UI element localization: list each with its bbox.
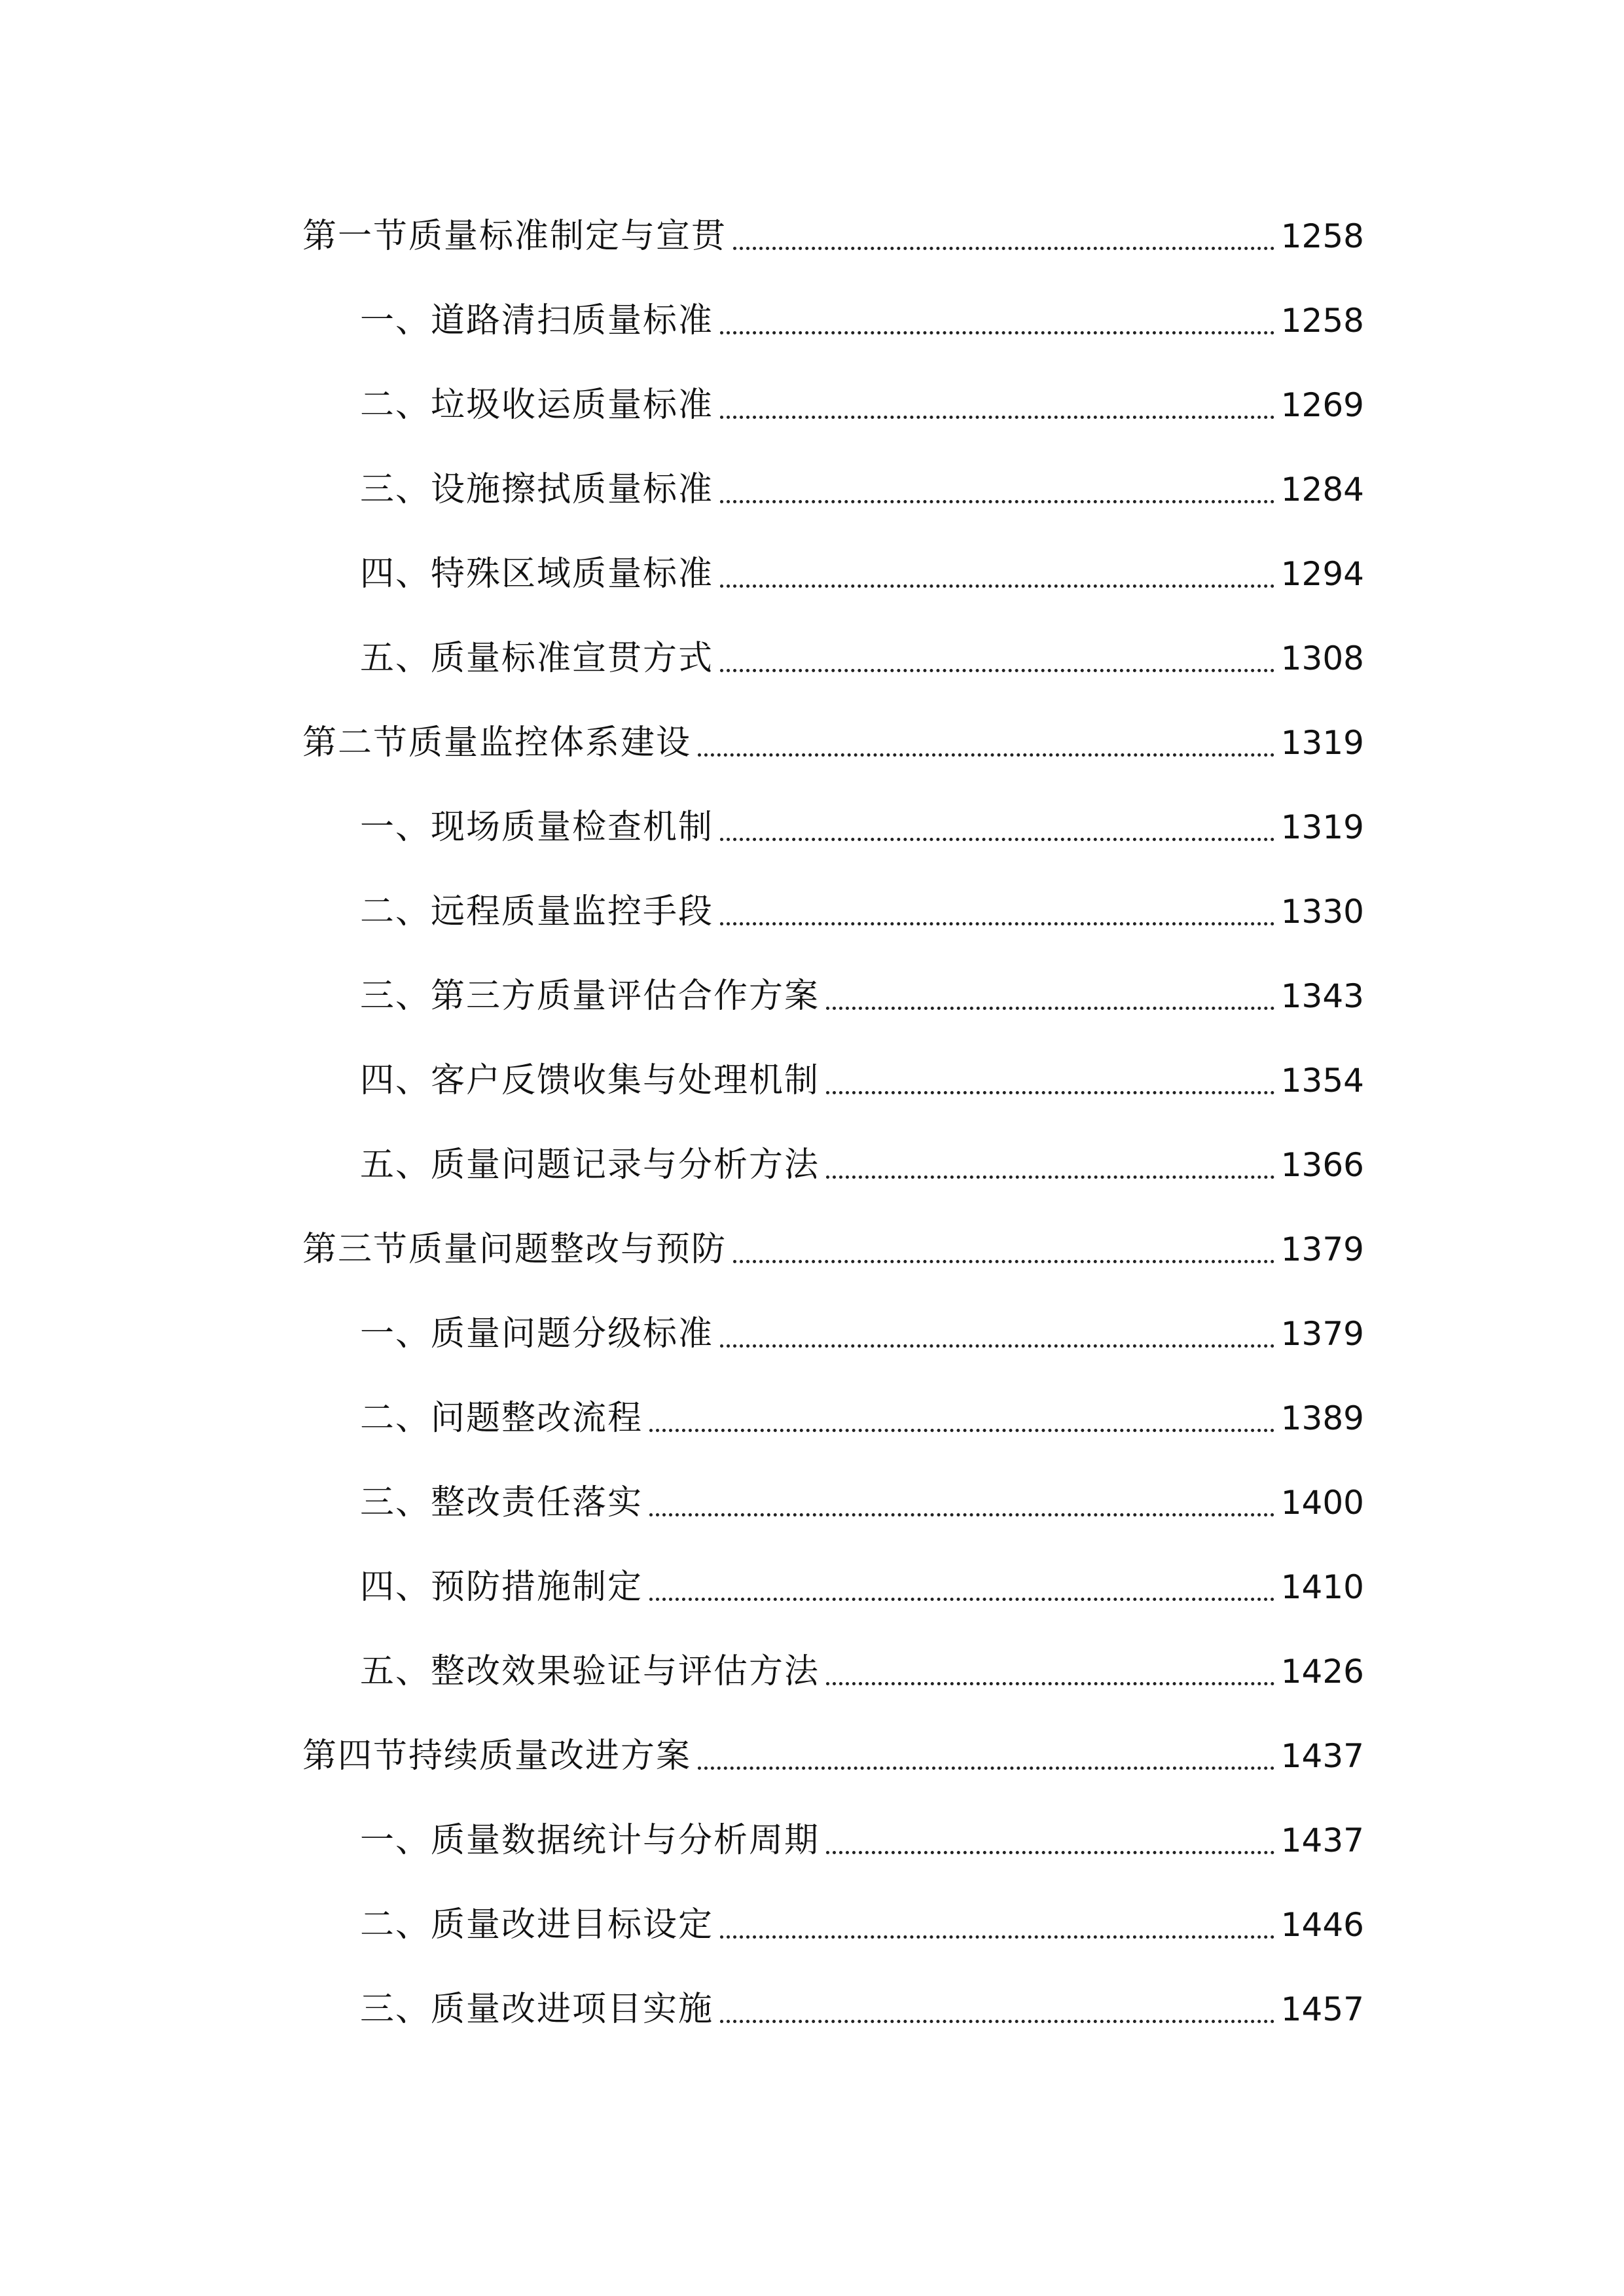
dot-leader [720,1344,1274,1348]
dot-leader [720,500,1274,503]
toc-entry-title: 三、设施擦拭质量标准 [360,470,714,509]
dot-leader [733,247,1274,250]
toc-entry-title: 四、预防措施制定 [360,1568,643,1607]
toc-entry[interactable] [360,1897,1364,1953]
dot-leader [720,838,1274,841]
toc-entry-title: 二、问题整改流程 [360,1399,643,1438]
toc-entry[interactable] [360,799,1364,855]
toc-entry-title: 第二节质量监控体系建设 [302,723,692,762]
toc-entry-title: 三、整改责任落实 [360,1483,643,1522]
dot-leader [826,1007,1274,1010]
dot-leader [720,416,1274,419]
toc-entry[interactable] [360,293,1364,349]
toc-entry-page: 1284 [1280,471,1364,509]
dot-leader [826,1851,1274,1854]
toc-entry[interactable] [302,715,1364,771]
toc-entry-title: 四、特殊区域质量标准 [360,554,714,594]
toc-entry-title: 第四节持续质量改进方案 [302,1736,692,1776]
toc-entry-page: 1330 [1280,893,1364,931]
dot-leader [720,669,1274,672]
toc-entry-title: 二、质量改进目标设定 [360,1905,714,1945]
toc-entry[interactable] [302,1221,1364,1278]
dot-leader [720,1935,1274,1939]
toc-entry-title: 三、第三方质量评估合作方案 [360,977,820,1016]
dot-leader [649,1513,1274,1516]
toc-entry-title: 三、质量改进项目实施 [360,1990,714,2029]
toc-entry-title: 四、客户反馈收集与处理机制 [360,1061,820,1100]
toc-entry-title: 一、质量问题分级标准 [360,1314,714,1354]
toc-entry-page: 1354 [1280,1062,1364,1100]
toc-entry[interactable] [360,1052,1364,1109]
toc-entry[interactable] [360,377,1364,433]
toc-entry-page: 1437 [1280,1737,1364,1775]
dot-leader [649,1429,1274,1432]
toc-entry-page: 1389 [1280,1399,1364,1437]
dot-leader [720,584,1274,588]
toc-entry-page: 1366 [1280,1146,1364,1184]
toc-entry-title: 一、道路清扫质量标准 [360,301,714,340]
toc-entry-title: 第三节质量问题整改与预防 [302,1230,727,1269]
toc-entry[interactable] [360,968,1364,1024]
toc-entry-page: 1446 [1280,1906,1364,1944]
toc-entry-title: 五、质量标准宣贯方式 [360,639,714,678]
toc-entry[interactable] [360,1559,1364,1615]
toc-entry[interactable] [360,1390,1364,1446]
toc-entry-page: 1379 [1280,1230,1364,1268]
toc-entry[interactable] [360,546,1364,602]
dot-leader [826,1091,1274,1094]
dot-leader [826,1175,1274,1179]
dot-leader [649,1598,1274,1601]
toc-entry-page: 1269 [1280,386,1364,424]
toc-entry-title: 二、垃圾收运质量标准 [360,386,714,425]
toc-entry[interactable] [360,1137,1364,1193]
toc-entry-page: 1308 [1280,639,1364,677]
dot-leader [698,753,1274,757]
toc-entry[interactable] [360,461,1364,518]
toc-entry[interactable] [360,1981,1364,2037]
dot-leader [720,2020,1274,2023]
toc-entry[interactable] [360,630,1364,687]
toc-entry-page: 1400 [1280,1484,1364,1522]
toc-entry[interactable] [302,208,1364,264]
toc-entry-page: 1258 [1280,217,1364,255]
toc-entry[interactable] [360,1812,1364,1869]
toc-entry-title: 五、质量问题记录与分析方法 [360,1145,820,1185]
dot-leader [720,331,1274,334]
toc-entry-page: 1319 [1280,808,1364,846]
toc-entry-page: 1457 [1280,1990,1364,2028]
toc-entry-page: 1319 [1280,724,1364,762]
toc-entry[interactable] [360,1306,1364,1362]
toc-entry-page: 1379 [1280,1315,1364,1353]
dot-leader [698,1767,1274,1770]
toc-entry-title: 一、质量数据统计与分析周期 [360,1821,820,1860]
dot-leader [733,1260,1274,1263]
toc-entry-page: 1258 [1280,302,1364,340]
dot-leader [826,1682,1274,1685]
toc-entry-page: 1410 [1280,1568,1364,1606]
toc-entry-page: 1437 [1280,1821,1364,1859]
toc-entry-page: 1343 [1280,977,1364,1015]
toc-entry[interactable] [360,884,1364,940]
toc-entry-title: 一、现场质量检查机制 [360,808,714,847]
toc-entry[interactable] [360,1643,1364,1700]
toc-entry-page: 1294 [1280,555,1364,593]
toc-entry-title: 五、整改效果验证与评估方法 [360,1652,820,1691]
toc-entry-title: 二、远程质量监控手段 [360,892,714,931]
toc-entry[interactable] [360,1475,1364,1531]
toc-entry-title: 第一节质量标准制定与宣贯 [302,217,727,256]
toc-entry-page: 1426 [1280,1653,1364,1691]
toc-entry[interactable] [302,1728,1364,1784]
dot-leader [720,922,1274,925]
